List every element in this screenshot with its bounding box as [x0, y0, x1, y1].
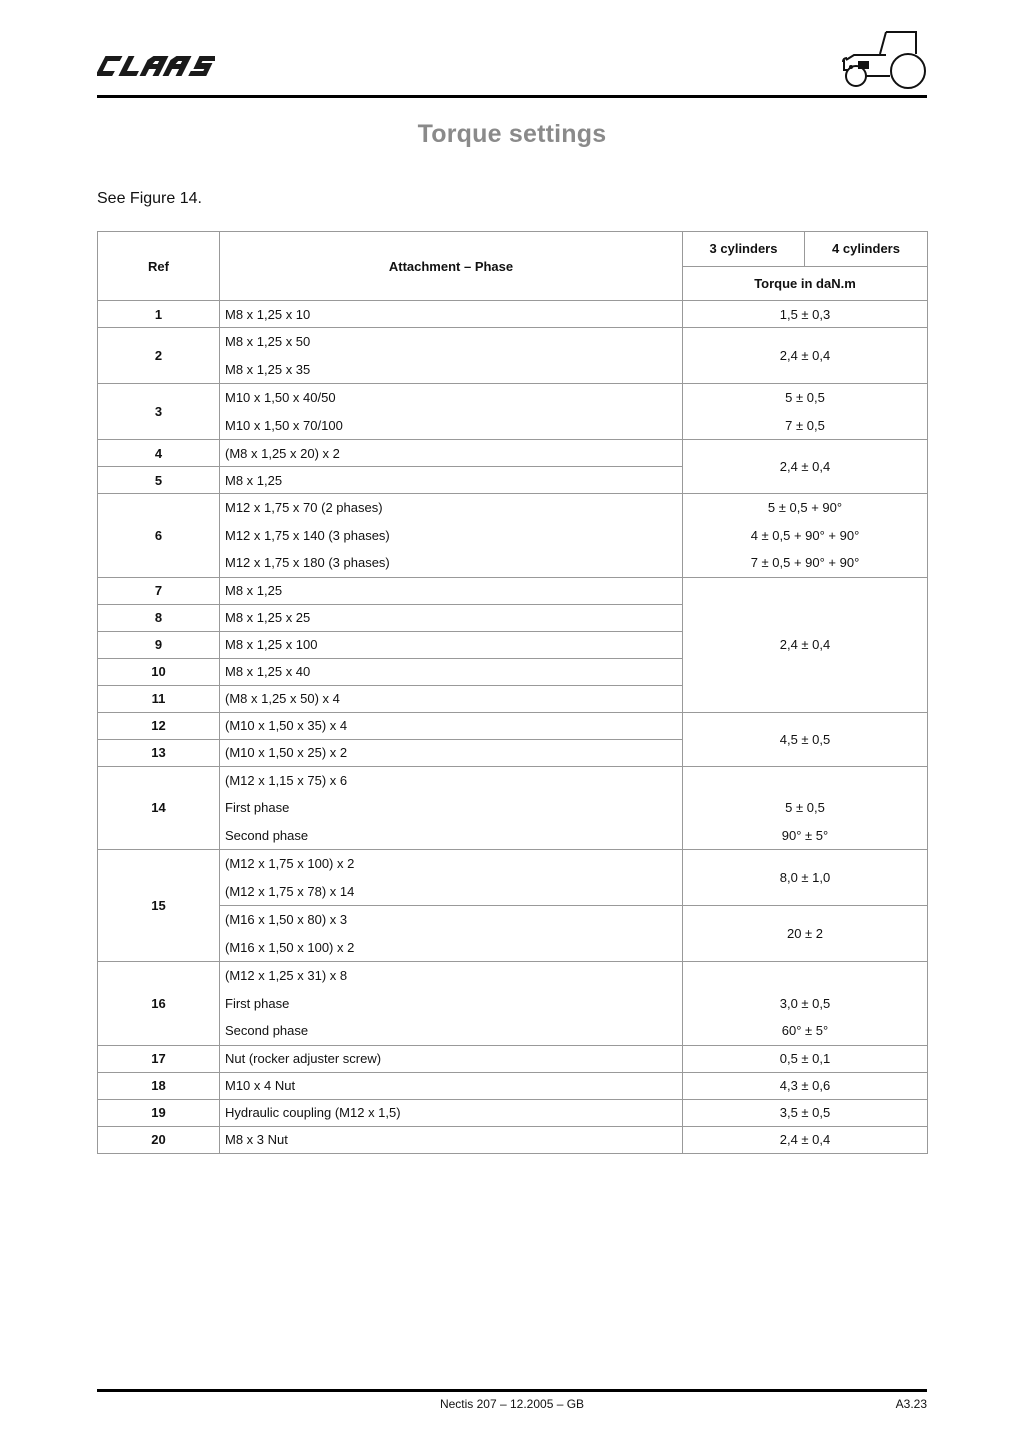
table-row — [98, 301, 928, 328]
attachment-line: Second phase — [225, 1023, 309, 1038]
torque-line: 5 ± 0,5 + 90° — [767, 500, 843, 515]
attachment-cell: M8 x 1,25 x 40 — [220, 658, 683, 685]
ref-cell: 14 — [98, 766, 220, 850]
torque-cell: 0,5 ± 0,1 — [683, 1045, 928, 1072]
header-torque-unit: Torque in daN.m — [683, 266, 928, 301]
attachment-cell — [220, 962, 683, 1046]
attachment-cell: M8 x 1,25 x 100 — [220, 631, 683, 658]
torque-line: 4 ± 0,5 + 90° + 90° — [750, 527, 860, 543]
torque-cell — [683, 384, 928, 440]
torque-cell: 1,5 ± 0,3 — [683, 301, 928, 328]
ref-cell: 13 — [98, 739, 220, 766]
attachment-cell — [220, 384, 683, 440]
torque-line: 5 ± 0,5 — [785, 800, 825, 815]
ref-cell: 11 — [98, 685, 220, 712]
ref-cell: 5 — [98, 467, 220, 494]
torque-cell: 20 ± 2 — [683, 906, 928, 962]
table-row — [98, 766, 928, 850]
header-4-cylinders: 4 cylinders — [805, 232, 928, 267]
attachment-line: M10 x 1,50 x 40/50 — [225, 390, 336, 405]
table-row — [98, 1045, 928, 1072]
ref-cell: 1 — [98, 301, 220, 328]
torque-cell: 2,4 ± 0,4 — [683, 440, 928, 494]
header-ref: Ref — [98, 232, 220, 301]
attachment-line: (M12 x 1,15 x 75) x 6 — [225, 772, 348, 788]
ref-cell: 20 — [98, 1126, 220, 1153]
table-row — [98, 577, 928, 604]
attachment-line: M12 x 1,75 x 140 (3 phases) — [225, 527, 390, 543]
attachment-cell: (M8 x 1,25 x 20) x 2 — [220, 440, 683, 467]
torque-cell: 2,4 ± 0,4 — [683, 1126, 928, 1153]
torque-cell: 4,5 ± 0,5 — [683, 712, 928, 766]
torque-line: 7 ± 0,5 — [785, 417, 825, 433]
torque-cell — [683, 962, 928, 1046]
torque-cell: 3,5 ± 0,5 — [683, 1099, 928, 1126]
ref-cell: 3 — [98, 384, 220, 440]
torque-line: 5 ± 0,5 — [785, 390, 825, 405]
page-number: A3.23 — [895, 1397, 927, 1411]
attachment-cell: (M10 x 1,50 x 35) x 4 — [220, 712, 683, 739]
torque-cell: 4,3 ± 0,6 — [683, 1072, 928, 1099]
table-row — [98, 850, 928, 906]
ref-cell: 4 — [98, 440, 220, 467]
table-row — [98, 440, 928, 467]
ref-cell: 12 — [98, 712, 220, 739]
footer-rule — [97, 1389, 927, 1392]
torque-cell — [683, 494, 928, 578]
page-title: Torque settings — [417, 120, 607, 148]
ref-cell: 7 — [98, 577, 220, 604]
torque-cell: 2,4 ± 0,4 — [683, 577, 928, 712]
attachment-cell: (M8 x 1,25 x 50) x 4 — [220, 685, 683, 712]
table-header-row — [98, 232, 928, 267]
attachment-line: First phase — [225, 995, 290, 1011]
attachment-line: (M12 x 1,25 x 31) x 8 — [225, 968, 348, 983]
attachment-line: (M12 x 1,75 x 78) x 14 — [225, 883, 355, 899]
attachment-cell: M8 x 1,25 x 25 — [220, 604, 683, 631]
attachment-cell — [220, 766, 683, 850]
torque-line: 7 ± 0,5 + 90° + 90° — [750, 555, 860, 570]
attachment-line: First phase — [225, 800, 290, 815]
attachment-line: M12 x 1,75 x 70 (2 phases) — [225, 500, 383, 515]
table-row — [98, 1072, 928, 1099]
ref-cell: 18 — [98, 1072, 220, 1099]
table-row — [98, 494, 928, 578]
torque-line: 90° ± 5° — [781, 827, 829, 843]
tractor-icon — [838, 30, 930, 92]
ref-cell: 15 — [98, 850, 220, 962]
ref-cell: 16 — [98, 962, 220, 1046]
table-row — [98, 1099, 928, 1126]
attachment-line: M10 x 1,50 x 70/100 — [225, 417, 343, 433]
torque-line — [683, 962, 927, 990]
torque-cell — [683, 766, 928, 850]
table-row — [98, 712, 928, 739]
attachment-line: (M16 x 1,50 x 80) x 3 — [225, 912, 348, 927]
attachment-line: M8 x 1,25 x 35 — [225, 361, 311, 377]
attachment-cell: M8 x 1,25 — [220, 467, 683, 494]
attachment-line: M8 x 1,25 x 50 — [225, 334, 311, 349]
attachment-cell: M8 x 1,25 x 10 — [220, 301, 683, 328]
torque-cell: 2,4 ± 0,4 — [683, 328, 928, 384]
table-row — [98, 328, 928, 384]
header-rule — [97, 95, 927, 98]
torque-cell: 8,0 ± 1,0 — [683, 850, 928, 906]
attachment-line: M12 x 1,75 x 180 (3 phases) — [225, 555, 390, 570]
header-3-cylinders: 3 cylinders — [683, 232, 805, 267]
table-row — [98, 1126, 928, 1153]
torque-line — [683, 767, 927, 795]
header-attachment: Attachment – Phase — [220, 232, 683, 301]
claas-logo — [97, 54, 215, 78]
attachment-line: (M16 x 1,50 x 100) x 2 — [225, 939, 355, 955]
attachment-cell — [220, 850, 683, 906]
attachment-cell: (M10 x 1,50 x 25) x 2 — [220, 739, 683, 766]
torque-line: 60° ± 5° — [781, 1023, 829, 1038]
table-row — [98, 906, 928, 962]
table-row — [98, 384, 928, 440]
attachment-cell: Nut (rocker adjuster screw) — [220, 1045, 683, 1072]
ref-cell: 8 — [98, 604, 220, 631]
attachment-cell — [220, 906, 683, 962]
attachment-cell: M10 x 4 Nut — [220, 1072, 683, 1099]
ref-cell: 17 — [98, 1045, 220, 1072]
ref-cell: 6 — [98, 494, 220, 578]
footer-doc-info: Nectis 207 – 12.2005 – GB — [439, 1397, 585, 1411]
attachment-line: (M12 x 1,75 x 100) x 2 — [225, 856, 355, 871]
torque-line: 3,0 ± 0,5 — [779, 995, 831, 1011]
ref-cell: 19 — [98, 1099, 220, 1126]
torque-table — [97, 231, 928, 1154]
attachment-cell — [220, 494, 683, 578]
attachment-cell: M8 x 1,25 — [220, 577, 683, 604]
ref-cell: 10 — [98, 658, 220, 685]
attachment-cell: Hydraulic coupling (M12 x 1,5) — [220, 1099, 683, 1126]
attachment-line: Second phase — [225, 827, 309, 843]
intro-text: See Figure 14. — [97, 190, 202, 207]
table-row — [98, 962, 928, 1046]
ref-cell: 2 — [98, 328, 220, 384]
attachment-cell — [220, 328, 683, 384]
attachment-cell: M8 x 3 Nut — [220, 1126, 683, 1153]
ref-cell: 9 — [98, 631, 220, 658]
